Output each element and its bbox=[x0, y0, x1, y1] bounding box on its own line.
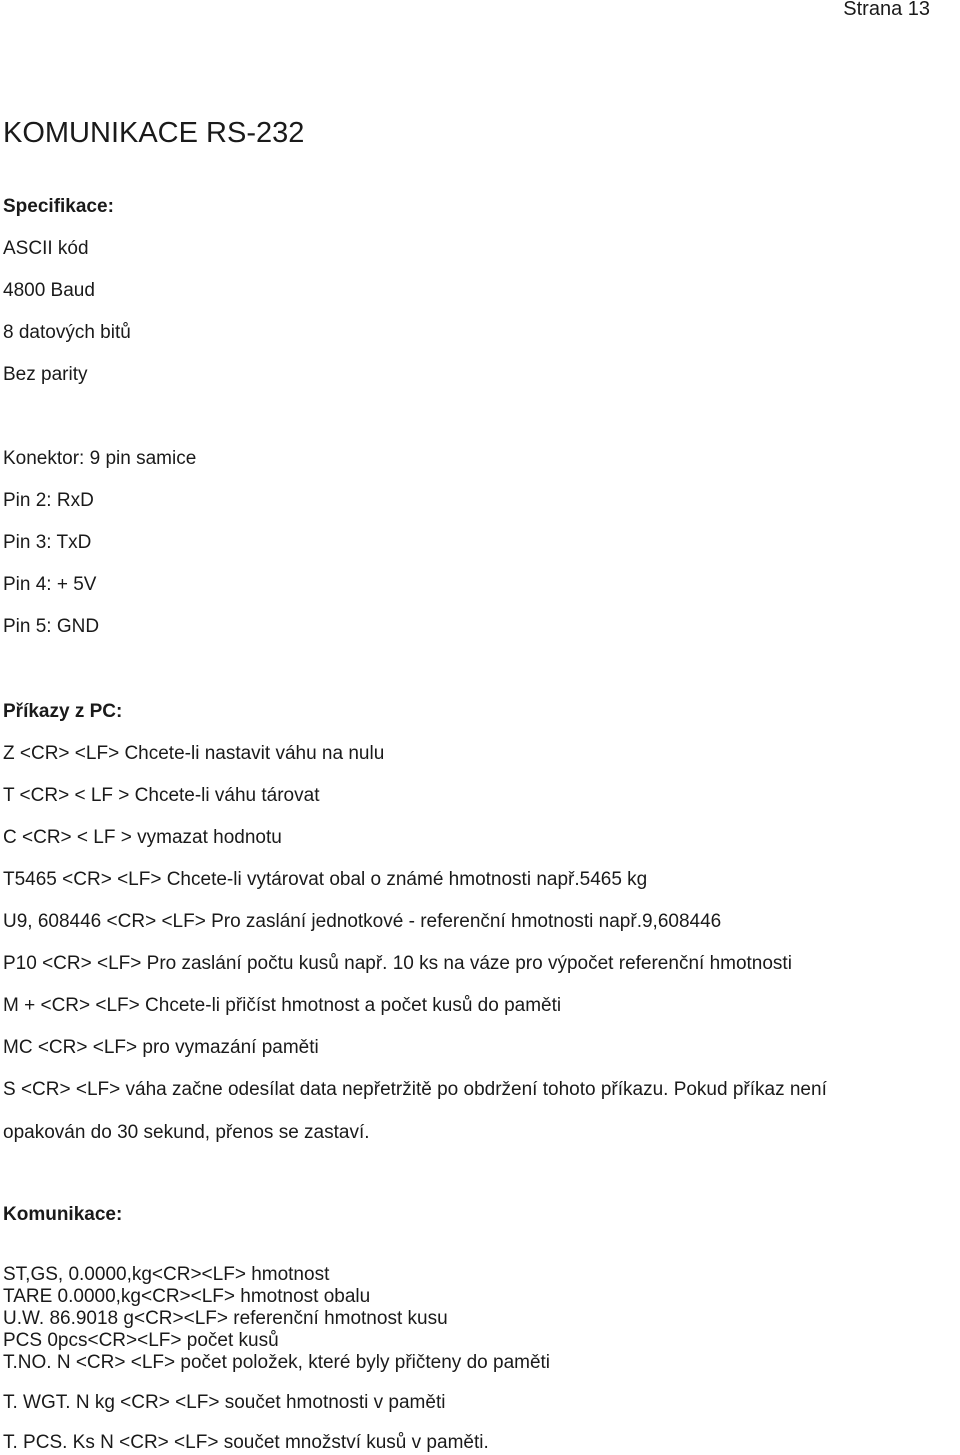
connector-label: Konektor: 9 pin samice bbox=[3, 448, 197, 469]
specifications-heading: Specifikace: bbox=[3, 196, 114, 217]
pin-item: Pin 2: RxD bbox=[3, 490, 94, 511]
communication-item: T.NO. N <CR> <LF> počet položek, které byly přičteny do paměti bbox=[3, 1352, 551, 1373]
command-item: C <CR> < LF > vymazat hodnotu bbox=[3, 827, 282, 848]
document-title: KOMUNIKACE RS-232 bbox=[3, 117, 305, 149]
pin-item: Pin 5: GND bbox=[3, 616, 100, 637]
communication-item: TARE 0.0000,kg<CR><LF> hmotnost obalu bbox=[3, 1286, 371, 1307]
spec-item: 4800 Baud bbox=[3, 280, 95, 301]
command-item: MC <CR> <LF> pro vymazání paměti bbox=[3, 1037, 319, 1058]
communication-item: T. PCS. Ks N <CR> <LF> součet množství kusů v paměti. bbox=[3, 1432, 489, 1453]
communication-item: ST,GS, 0.0000,kg<CR><LF> hmotnost bbox=[3, 1264, 330, 1285]
command-item: T5465 <CR> <LF> Chcete-li vytárovat obal o známé hmotnosti např.5465 kg bbox=[3, 869, 648, 890]
pin-item: Pin 4: + 5V bbox=[3, 574, 97, 595]
command-item: U9, 608446 <CR> <LF> Pro zaslání jednotkové - referenční hmotnosti např.9,608446 bbox=[3, 911, 722, 932]
spec-item: Bez parity bbox=[3, 364, 88, 385]
communication-item: U.W. 86.9018 g<CR><LF> referenční hmotnost kusu bbox=[3, 1308, 448, 1329]
commands-heading: Příkazy z PC: bbox=[3, 701, 123, 722]
spec-item: ASCII kód bbox=[3, 238, 89, 259]
communication-item: PCS 0pcs<CR><LF> počet kusů bbox=[3, 1330, 279, 1351]
command-item: Z <CR> <LF> Chcete-li nastavit váhu na nulu bbox=[3, 743, 385, 764]
command-item: T <CR> < LF > Chcete-li váhu tárovat bbox=[3, 785, 320, 806]
communication-heading: Komunikace: bbox=[3, 1204, 123, 1225]
page-number: Strana 13 bbox=[843, 0, 930, 20]
command-item: opakován do 30 sekund, přenos se zastaví. bbox=[3, 1122, 370, 1143]
pin-item: Pin 3: TxD bbox=[3, 532, 92, 553]
command-item: S <CR> <LF> váha začne odesílat data nepřetržitě po obdržení tohoto příkazu. Pokud příkaz není bbox=[3, 1079, 827, 1100]
command-item: M + <CR> <LF> Chcete-li přičíst hmotnost a počet kusů do paměti bbox=[3, 995, 562, 1016]
spec-item: 8 datových bitů bbox=[3, 322, 131, 343]
communication-item: T. WGT. N kg <CR> <LF> součet hmotnosti v paměti bbox=[3, 1392, 446, 1413]
command-item: P10 <CR> <LF> Pro zaslání počtu kusů např. 10 ks na váze pro výpočet referenční hmotnosti bbox=[3, 953, 792, 974]
